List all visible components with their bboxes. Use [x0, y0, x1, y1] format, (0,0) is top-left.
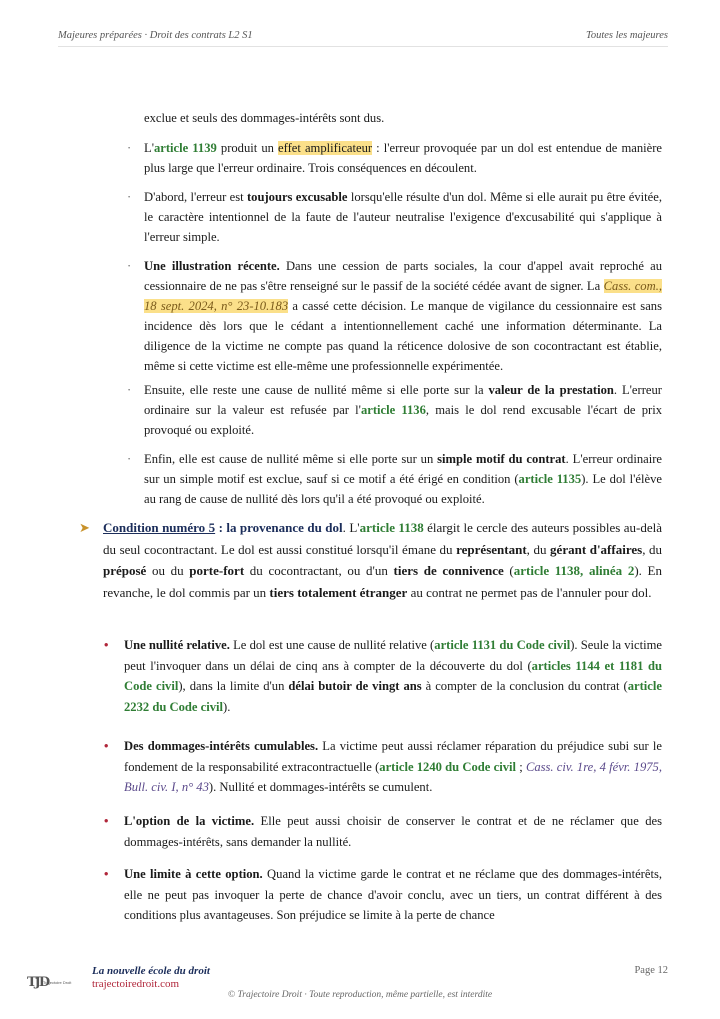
small-bullet-icon: · [127, 141, 132, 155]
sub-bullet-3: · Une illustration récente. Dans une cession de parts sociales, la cour d'appel avait reproché au cessionnaire de ne pas s'être renseigné sur le passif de la société cédée avant de signer. La Cass. com., 18 sept. 2024, n° 23-10.183 a cassé cette décision. Le manque de vigilance du cessionnaire est sans incidence dès lors que le cédant a intentionnellement caché une information déterminante. La diligence de la victime ne compte pas quand la réticence dolosive de son cocontractant est établie, même si cette victime est elle-même une professionnelle expérimentée. [144, 256, 662, 376]
article-ref: article 1139 [153, 141, 217, 155]
article-ref: article 1136 [360, 403, 426, 417]
header-right-title: Toutes les majeures [585, 30, 668, 41]
page-number: Page 12 [634, 965, 668, 976]
case-citation: Cass. civ. 1re, 4 févr. 1975, Bull. civ. I, n° 43 [124, 759, 663, 794]
header-divider [58, 46, 668, 47]
trajectoire-logo [27, 975, 81, 991]
small-bullet-icon: · [127, 190, 132, 204]
page-header [58, 30, 668, 41]
copyright-notice: © Trajectoire Droit · Toute reproduction, même partielle, est interdite [227, 990, 493, 1000]
sub-bullet-5: · Enfin, elle est cause de nullité même si elle porte sur un simple motif du contrat. L'erreur ordinaire sur un simple motif est exclue, sauf si ce motif a été érigé en condition (article 1135). Le dol l'élève au rang de cause de nullité dès lors qu'il a été provoqué ou exploité. [144, 449, 662, 509]
red-bullet-icon: • [104, 867, 109, 881]
condition-title: Condition numéro 5 [103, 520, 216, 535]
logo-text: Trajectoire Droit [43, 980, 72, 985]
header-left-title: Majeures préparées · Droit des contrats L2 S1 [58, 30, 253, 41]
sub-bullet-4: · Ensuite, elle reste une cause de nullité même si elle porte sur la valeur de la prestation. L'erreur ordinaire sur la valeur est refusée par l'article 1136, mais le dol rend excusable l'écart de prix provoqué ou exploité. [144, 380, 662, 440]
sub-bullet-1: · L'article 1139 produit un effet amplificateur : l'erreur provoquée par un dol est entendue de manière plus large que l'erreur ordinaire. Trois conséquences en découlent. [144, 138, 662, 178]
red-bullet-icon: • [104, 739, 109, 753]
bullet-option-victime: • L'option de la victime. Elle peut aussi choisir de conserver le contrat et de ne réclamer que des dommages-intérêts, sans demander la nullité. [124, 811, 662, 852]
logo-mark: TJD [27, 975, 49, 990]
school-tagline: La nouvelle école du droit [92, 965, 210, 977]
red-bullet-icon: • [104, 814, 109, 828]
small-bullet-icon: · [127, 383, 132, 397]
bullet-nullite-relative: • Une nullité relative. Le dol est une cause de nullité relative (article 1131 du Code civil). Seule la victime peut l'invoquer dans un délai de cinq ans à compter de la découverte du dol (articles 1144 et 1181 du Code civil), dans la limite d'un délai butoir de vingt ans à compter de la conclusion du contrat (article 2232 du Code civil). [124, 635, 662, 717]
highlight-text: effet amplificateur [278, 141, 373, 155]
arrow-bullet-icon: ➤ [79, 520, 90, 535]
small-bullet-icon: · [127, 452, 132, 466]
article-ref: article 1135 [518, 472, 582, 486]
sub-bullet-2: · D'abord, l'erreur est toujours excusable lorsqu'elle résulte d'un dol. Même si elle aurait pu être évitée, le caractère intentionnel de la faute de l'auteur neutralise l'exigence d'excusabilité qui s'applique à l'erreur simple. [144, 187, 662, 247]
website-link[interactable]: trajectoiredroit.com [92, 978, 180, 990]
footer-school [92, 965, 210, 991]
condition-5-paragraph: ➤ Condition numéro 5 : la provenance du dol. L'article 1138 élargit le cercle des auteurs possibles au-delà du seul cocontractant. Le dol est aussi constitué lorsqu'il émane du représentant, du gérant d'affaires, du préposé ou du porte-fort du cocontractant, ou d'un tiers de connivence (article 1138, alinéa 2). En revanche, le dol commis par un tiers totalement étranger au contrat ne permet pas de l'annuler pour dol. [103, 517, 662, 603]
red-bullet-icon: • [104, 638, 109, 652]
continuation-line: exclue et seuls des dommages-intérêts sont dus. [144, 111, 385, 125]
bullet-limite-option: • Une limite à cette option. Quand la victime garde le contrat et ne réclame que des dommages-intérêts, elle ne peut pas invoquer la perte de chance d'avoir conclu, avec un tiers, un contrat différent à des conditions plus avantageuses. Son préjudice se limite à la perte de chance [124, 864, 662, 926]
small-bullet-icon: · [127, 259, 132, 273]
case-citation: Cass. com., 18 sept. 2024, n° 23-10.183 [144, 279, 662, 313]
bullet-dommages-interets: • Des dommages-intérêts cumulables. La victime peut aussi réclamer réparation du préjudice subi sur le fondement de la responsabilité extracontractuelle (article 1240 du Code civil ; Cass. civ. 1re, 4 févr. 1975, Bull. civ. I, n° 43). Nullité et dommages-intérêts se cumulent. [124, 736, 662, 798]
